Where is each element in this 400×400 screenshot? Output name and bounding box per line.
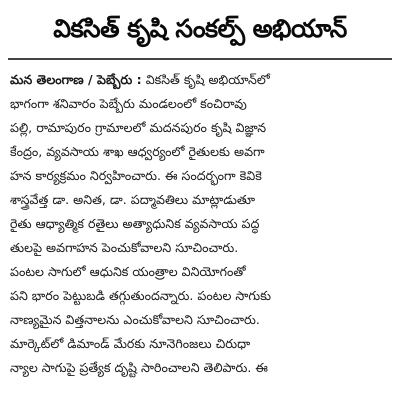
article-line-8: తులపై అవగాహన పెంచుకోవాలని సూచించారు. <box>10 240 239 255</box>
article-line-6: శాస్త్రవేత్త డా. అనిత, డా. పద్మావతిలు మాట్లాడుతూ <box>10 192 256 207</box>
article-line-12: మార్కెట్‌లో డిమాండ్ మేరకు నూనెగింజలు చిరుధా <box>10 336 251 351</box>
article-line-10: పని భారం పెట్టుబడి తగ్గుతుందన్నారు. పంటల సాగుకు <box>10 288 272 303</box>
article-line-5: హన కార్యక్రమం నిర్వహించారు. ఈ సందర్భంగా కెవికె <box>10 168 262 183</box>
article-body <box>10 68 390 380</box>
dateline: మన తెలంగాణ / పెబ్బేరు : <box>10 72 142 87</box>
article-line-11: నాణ్యమైన విత్తనాలను ఎంచుకోవాలని సూచించారు. <box>10 312 260 327</box>
article-line-1 <box>10 68 390 92</box>
article-line-4: కేంద్రం, వ్యవసాయ శాఖ ఆధ్వర్యంలో రైతులకు అవగా <box>10 144 265 159</box>
first-line-text: వికసిత్ కృషి అభియాన్‌లో <box>141 72 270 87</box>
article-line-3: పల్లి, రామాపురం గ్రామాలలో మదనపురం కృషి విజ్ఞాన <box>10 120 267 135</box>
article-line-2: భాగంగా శనివారం పెబ్బేరు మండలంలో కంచిరావు <box>10 96 247 111</box>
article-line-13: న్యాల సాగుపై ప్రత్యేక దృష్టి సారించాలని తెలిపారు. ఈ <box>10 360 268 375</box>
headline: వికసిత్ కృషి సంకల్ప్ అభియాన్ <box>8 10 392 60</box>
article-line-7: రైతు ఆధ్యాత్మిక రతైలు అత్యాధునిక వ్యవసాయ పద్ధ <box>10 216 260 231</box>
article-line-9: పంటల సాగులో ఆధునిక యంత్రాల వినియోగంతో <box>10 264 246 279</box>
